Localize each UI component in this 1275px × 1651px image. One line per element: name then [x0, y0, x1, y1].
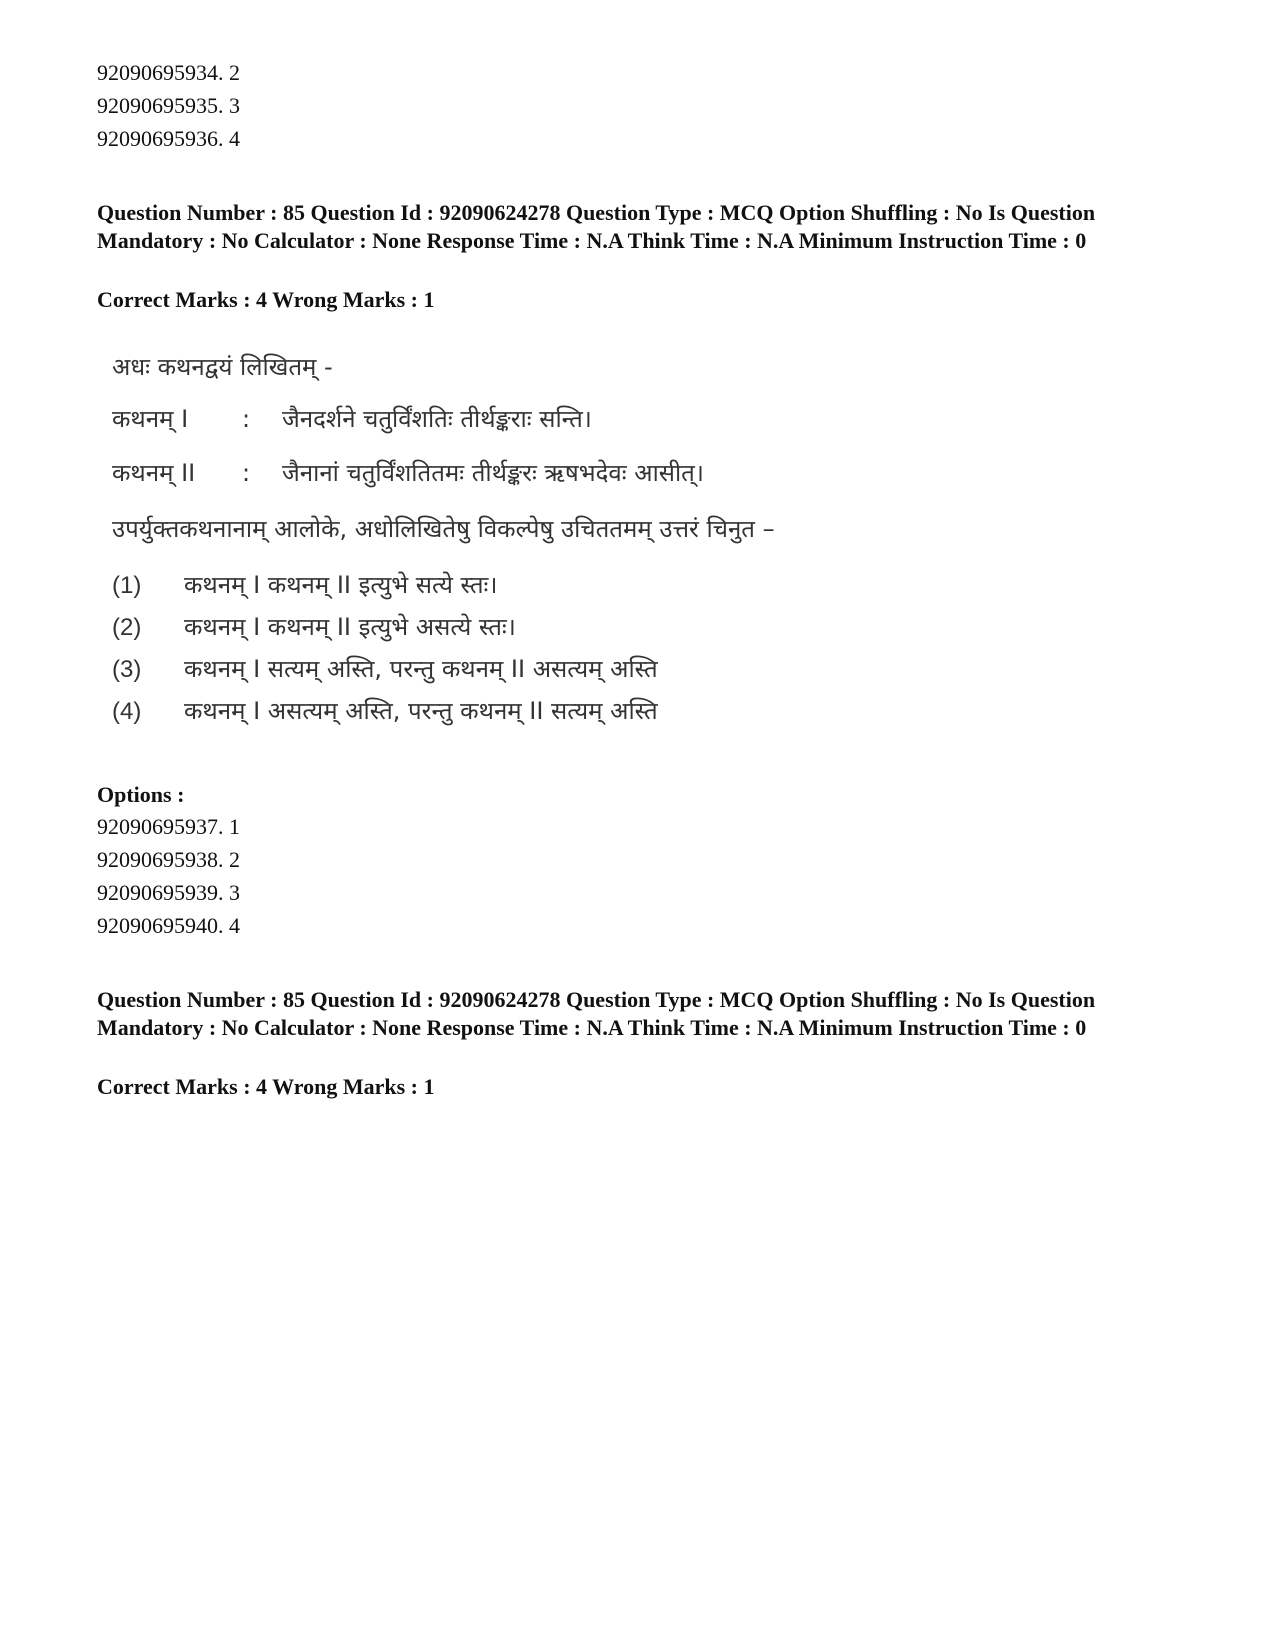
option-line: 92090695938. 2	[97, 847, 240, 872]
option-line: 92090695934. 2	[97, 60, 240, 85]
question-image	[112, 350, 872, 750]
choice-text: कथनम् I असत्यम् अस्ति, परन्तु कथनम् II सत्यम् अस्ति	[184, 697, 658, 725]
question-marks: Correct Marks : 4 Wrong Marks : 1	[97, 287, 435, 312]
statement-1-colon: :	[242, 405, 251, 433]
choice-number: (2)	[112, 614, 142, 641]
statement-1-text: जैनदर्शने चतुर्विंशतिः तीर्थङ्कराः सन्ति।	[282, 405, 592, 433]
option-line: 92090695937. 1	[97, 814, 240, 839]
question-meta: Question Number : 85 Question Id : 92090624278 Question Type : MCQ Option Shuffling : No Is Question Mandatory : No Calculator : None Response Time : N.A Think Time : N.A Minimum Instruction Time : 0	[97, 200, 1096, 253]
option-line: 92090695935. 3	[97, 93, 240, 118]
choice-text: कथनम् I सत्यम् अस्ति, परन्तु कथनम् II असत्यम् अस्ति	[184, 655, 658, 683]
choice-text: कथनम् I कथनम् II इत्युभे असत्ये स्तः।	[184, 613, 516, 641]
statement-1-label: कथनम् I	[112, 405, 189, 433]
statement-2-label: कथनम् II	[112, 459, 196, 487]
question-intro: अधः कथनद्वयं लिखितम् -	[112, 353, 333, 381]
statement-2-text: जैनानां चतुर्विंशतितमः तीर्थङ्करः ऋषभदेवः आसीत्।	[282, 459, 704, 487]
question-marks: Correct Marks : 4 Wrong Marks : 1	[97, 1074, 435, 1099]
choice-number: (4)	[112, 698, 142, 725]
choice-text: कथनम् I कथनम् II इत्युभे सत्ये स्तः।	[184, 571, 498, 599]
question-instruction: उपर्युक्तकथनानाम् आलोके, अधोलिखितेषु विकल्पेषु उचिततमम् उत्तरं चिनुत –	[112, 515, 775, 543]
choice-item	[112, 652, 658, 687]
statement-2	[112, 456, 704, 490]
choice-item	[112, 610, 516, 645]
choice-number: (1)	[112, 572, 142, 599]
question-meta: Question Number : 85 Question Id : 92090624278 Question Type : MCQ Option Shuffling : No Is Question Mandatory : No Calculator : None Response Time : N.A Think Time : N.A Minimum Instruction Time : 0	[97, 987, 1096, 1040]
choice-item	[112, 694, 658, 729]
option-line: 92090695939. 3	[97, 880, 240, 905]
statement-1	[112, 402, 592, 436]
statement-2-colon: :	[242, 459, 251, 487]
option-line: 92090695940. 4	[97, 913, 240, 938]
option-line: 92090695936. 4	[97, 126, 240, 151]
choice-item	[112, 568, 498, 603]
options-heading: Options :	[97, 782, 185, 807]
choice-number: (3)	[112, 656, 142, 683]
